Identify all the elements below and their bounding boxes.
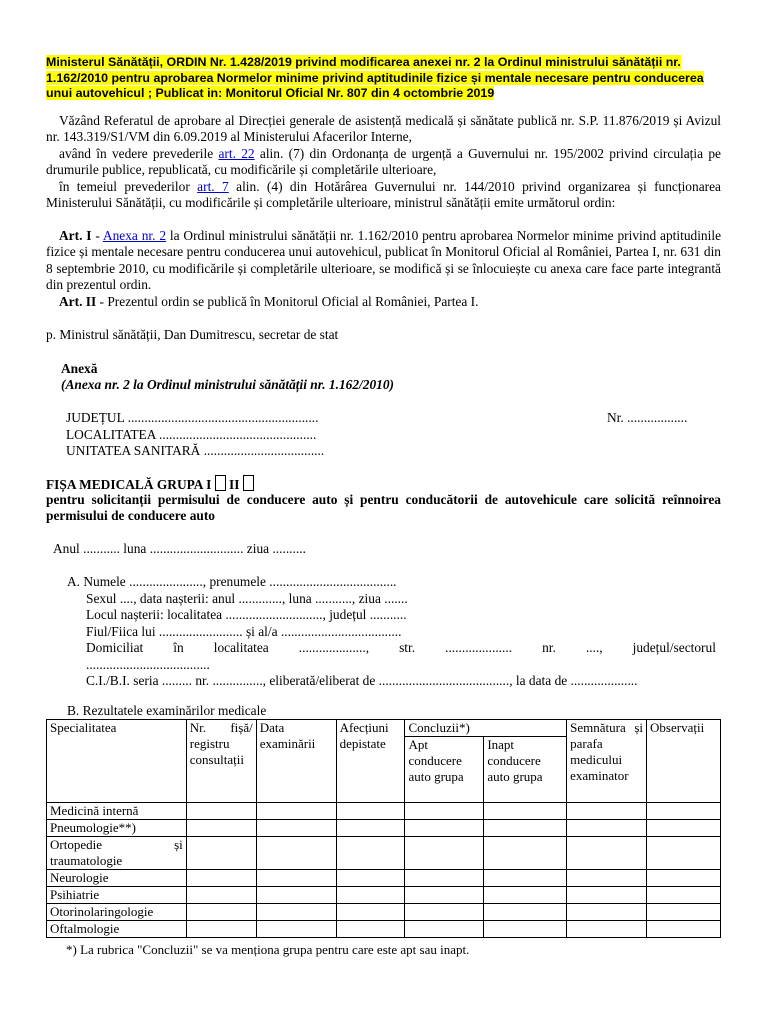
col-concluzii: Concluzii*) — [405, 720, 567, 737]
field-unitate: UNITATEA SANITARĂ .................................... — [66, 443, 325, 458]
preamble-referat: Văzând Referatul de aprobare al Direcției generale de asistență medicală și sănătate publică nr. S.P. 11.876/2019 și Avizul nr. 143.319/S1/VM din 6.09.2019 al Ministerului Afacerilor Interne, — [46, 113, 721, 145]
preamble-hg: în temeiul prevederilor art. 7 alin. (4) din Hotărârea Guvernului nr. 144/2010 privind organizarea și funcționarea Ministerului Sănătății, cu modificările și completările ulterioare, ministrul sănătății emite următorul ordin: — [46, 179, 721, 211]
col-observatii: Observații — [647, 720, 721, 803]
fisa-title: FIȘA MEDICALĂ GRUPA I II — [46, 475, 721, 493]
annex-subtitle: (Anexa nr. 2 la Ordinul ministrului sănătății nr. 1.162/2010) — [61, 377, 395, 392]
field-id-card: C.I./B.I. seria ......... nr. ..............., eliberată/eliberat de ......................................., la data de .................... — [86, 673, 638, 688]
col-afectiuni: Afecțiuni depistate — [336, 720, 405, 803]
field-birthplace: Locul nașterii: localitatea ............................., județul ........... — [86, 607, 407, 622]
col-nr-fisa: Nr. fișă/ registru consultații — [186, 720, 256, 803]
order-header — [46, 55, 721, 102]
results-table — [46, 719, 721, 938]
col-data: Data examinării — [256, 720, 336, 803]
preamble-oug: având în vedere prevederile art. 22 alin. (7) din Ordonanța de urgență a Guvernului nr. 195/2002 privind circulația pe drumurile publice, republicată, cu modificările și completările ulterioare, — [46, 146, 721, 178]
group-1-checkbox[interactable] — [215, 475, 226, 491]
field-domicile-cont: ..................................... — [86, 657, 210, 672]
table-row: Neurologie — [47, 870, 721, 887]
field-parents: Fiul/Fiica lui ......................... și al/a .................................... — [86, 624, 402, 639]
group-2-checkbox[interactable] — [243, 475, 254, 491]
table-row: Pneumologie**) — [47, 820, 721, 837]
order-title: Ministerul Sănătății, ORDIN Nr. 1.428/2019 privind modificarea anexei nr. 2 la Ordinul ministrului sănătății nr. 1.162/2010 pentru aprobarea Normelor minime privind aptitudinile fizice și mentale necesare pentru conducerea unui autovehicul ; Publicat in: Monitorul Oficial Nr. 807 din 4 octombrie 2019 — [46, 55, 704, 100]
field-judet: JUDEȚUL ......................................................... — [66, 410, 319, 425]
field-nume: A. Numele ......................, prenumele ...................................... — [67, 574, 397, 589]
field-nr: Nr. .................. — [607, 410, 688, 425]
link-art-22[interactable]: art. 22 — [218, 146, 255, 161]
link-anexa-2[interactable]: Anexa nr. 2 — [102, 228, 167, 243]
table-row: Medicină internă — [47, 803, 721, 820]
article-2-label: Art. II — [59, 294, 97, 309]
date-line: Anul ........... luna ............................ ziua .......... — [53, 541, 306, 556]
article-2: Art. II - Prezentul ordin se publică în Monitorul Oficial al României, Partea I. — [59, 294, 479, 309]
fisa-subtitle: pentru solicitanții permisului de conducere auto și pentru conducătorii de autovehicule care solicită reînnoirea permisului de conducere auto — [46, 492, 721, 524]
table-row: Ortopedie și traumatologie — [47, 837, 721, 870]
table-row: Oftalmologie — [47, 921, 721, 938]
footnote: *) La rubrica "Concluzii" se va menționa grupa pentru care este apt sau inapt. — [66, 942, 470, 957]
section-b-title: B. Rezultatele examinărilor medicale — [67, 703, 267, 718]
col-specialitate: Specialitatea — [47, 720, 187, 803]
field-localitate: LOCALITATEA ............................................... — [66, 427, 317, 442]
link-art-7[interactable]: art. 7 — [197, 179, 229, 194]
col-semnatura: Semnătura și parafa medicului examinator — [567, 720, 647, 803]
field-domicile: Domiciliat în localitatea ...................., str. .................... nr. ...., județul/sectorul — [86, 640, 716, 655]
article-1-label: Art. I — [59, 228, 92, 243]
col-apt: Apt conducere auto grupa — [405, 737, 484, 803]
table-row: Psihiatrie — [47, 887, 721, 904]
col-inapt: Inapt conducere auto grupa — [484, 737, 567, 803]
field-sex-birth: Sexul ...., data nașterii: anul ............., luna ..........., ziua ....... — [86, 591, 408, 606]
signature: p. Ministrul sănătății, Dan Dumitrescu, secretar de stat — [46, 327, 339, 342]
annex-title: Anexă — [61, 361, 98, 376]
table-row: Otorinolaringologie — [47, 904, 721, 921]
article-1: Art. I - Anexa nr. 2 la Ordinul ministrului sănătății nr. 1.162/2010 pentru aprobarea Normelor minime privind aptitudinile fizice și mentale necesare pentru conducerea unui autovehicul, publicat în Monitorul Oficial al României, Partea I, nr. 631 din 8 septembrie 2010, cu modificările și completările ulterioare, se modifică și se înlocuiește cu anexa care face parte integrantă din prezentul ordin. — [46, 228, 722, 292]
table-header-row — [47, 720, 721, 737]
